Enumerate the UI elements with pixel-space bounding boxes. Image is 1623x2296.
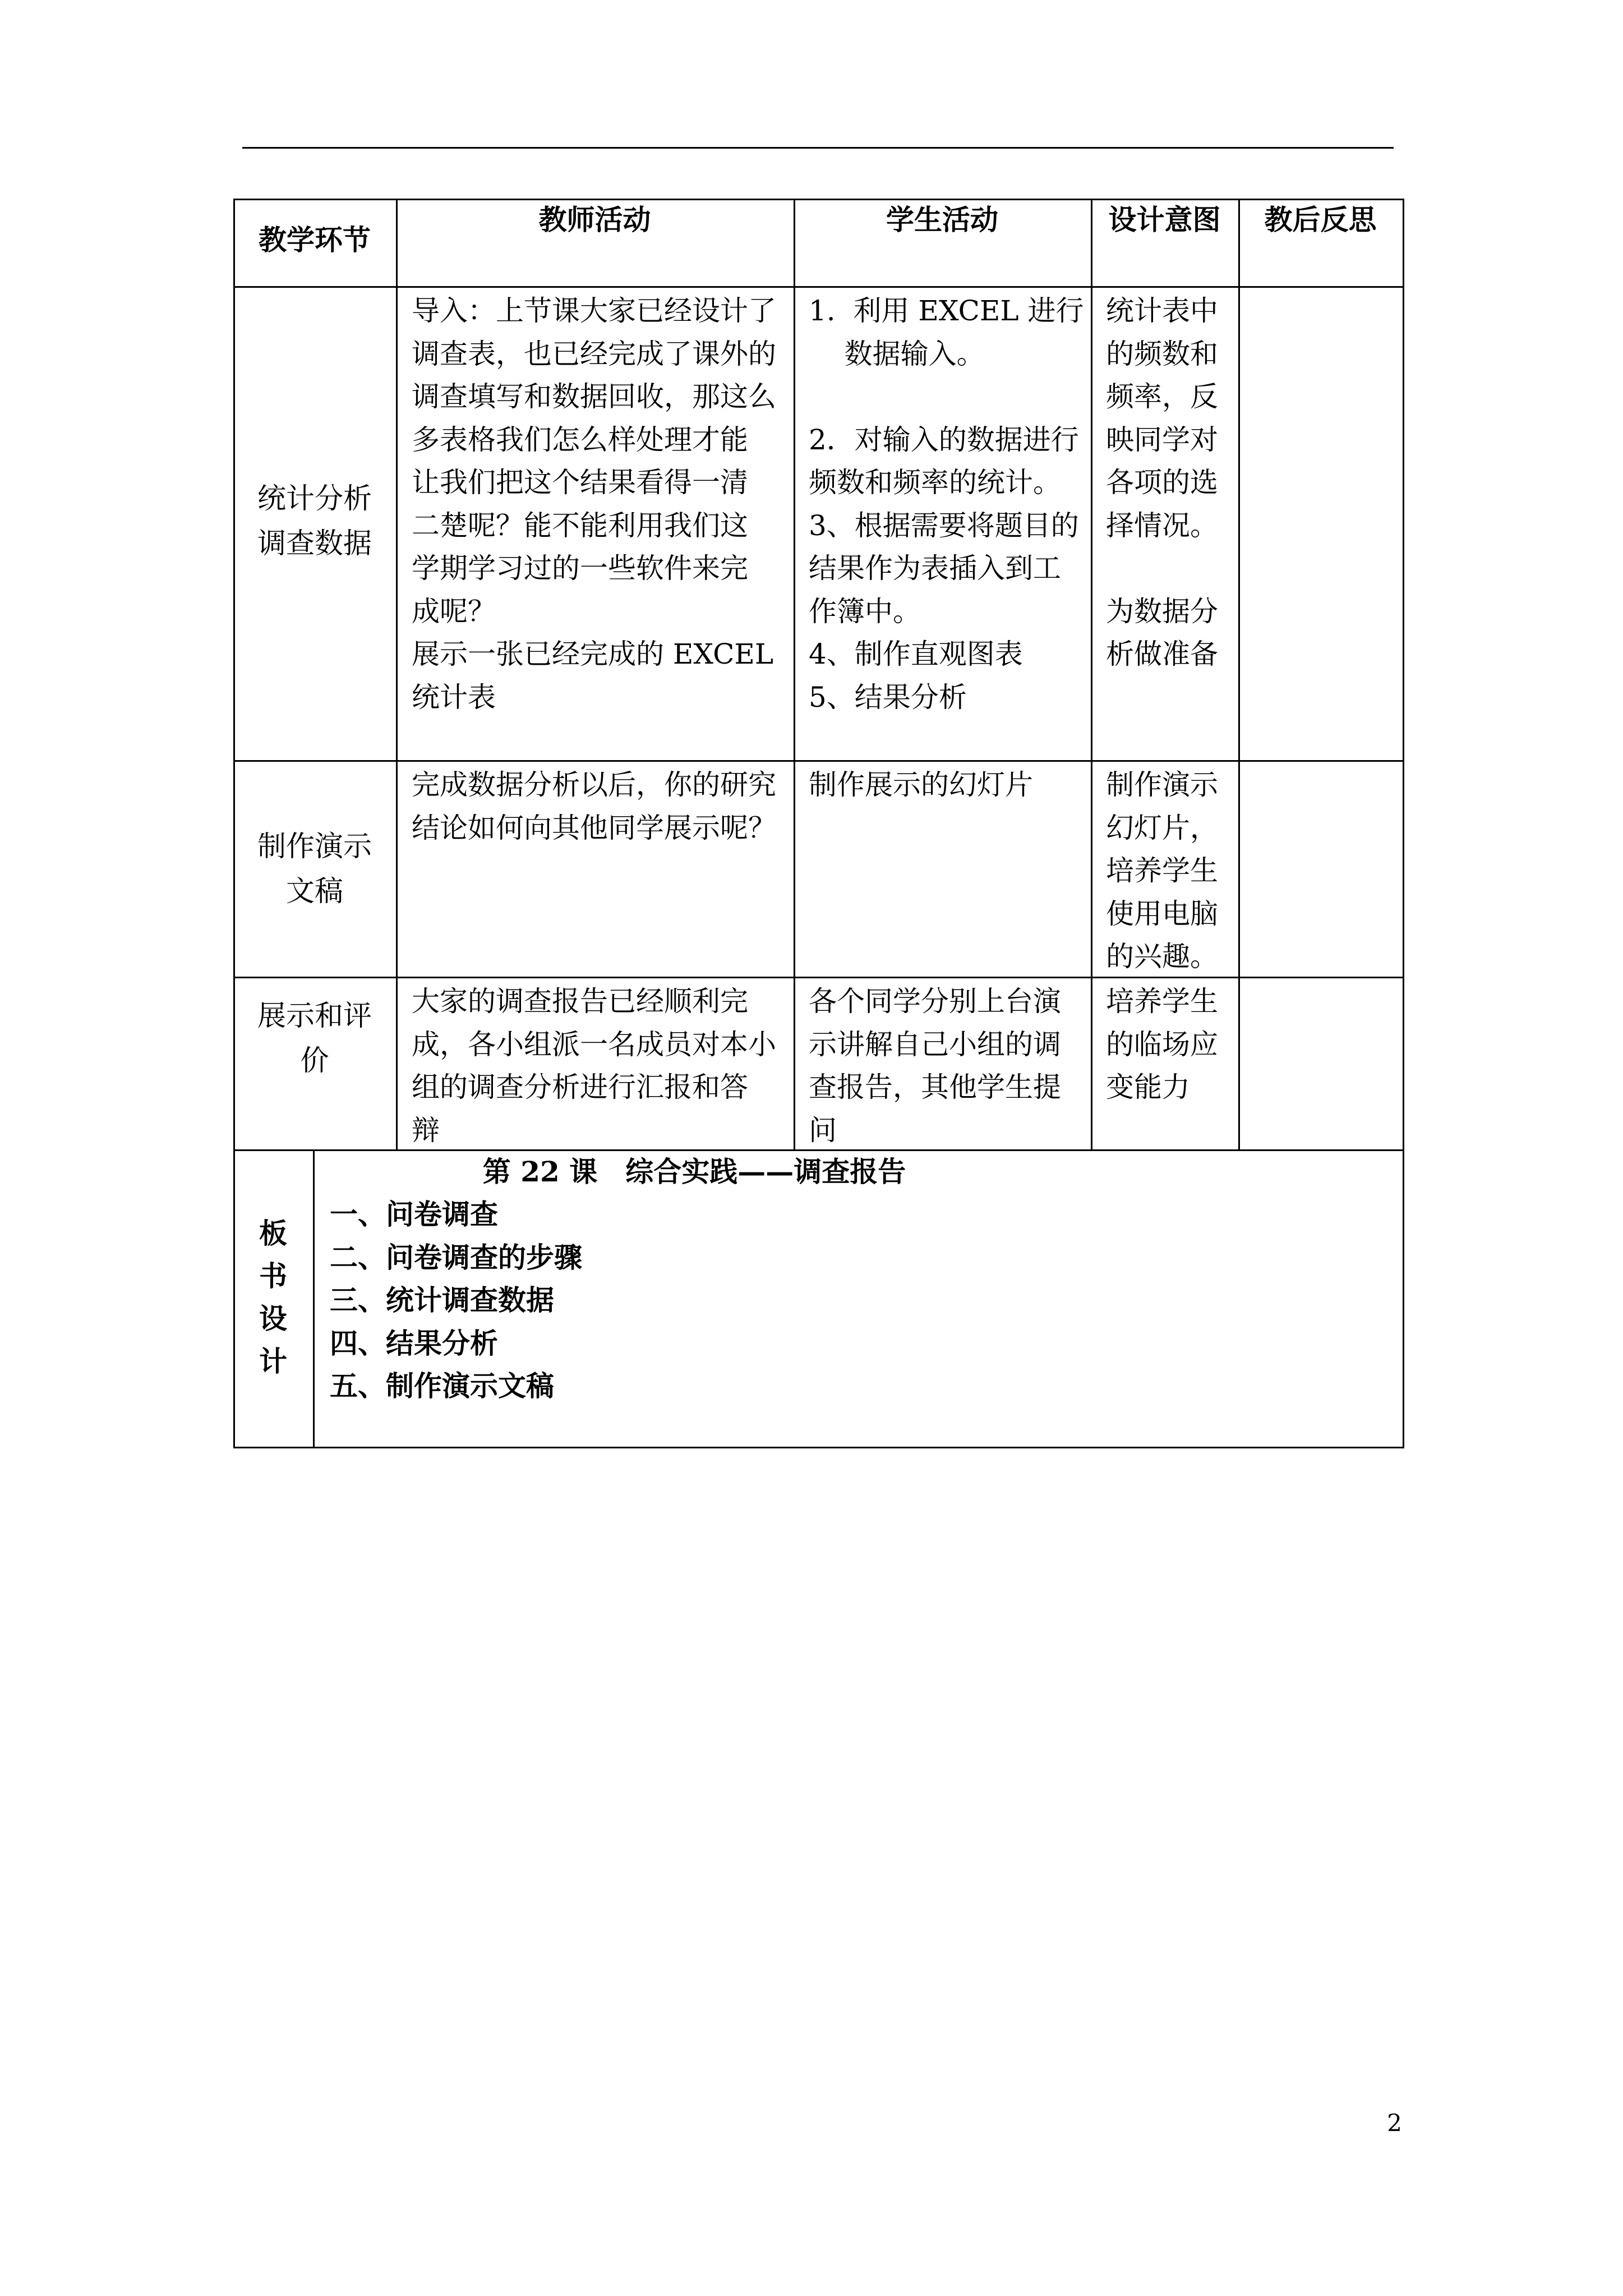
row-3-student-activity: 各个同学分别上台演 示讲解自己小组的调 查报告，其他学生提 问 — [809, 985, 1061, 1147]
header-design-intent: 设计意图 — [1108, 203, 1221, 236]
column-separator — [1091, 199, 1092, 1151]
row-1-stage: 统计分析 调查数据 — [257, 482, 372, 560]
header-reflection: 教后反思 — [1264, 203, 1377, 236]
row-separator — [233, 286, 1404, 288]
board-item: 三、统计调查数据 — [330, 1283, 554, 1317]
board-item: 二、问卷调查的步骤 — [330, 1241, 582, 1274]
board-item: 一、问卷调查 — [330, 1198, 498, 1231]
header-stage: 教学环节 — [259, 223, 371, 256]
row-1-student-activity: 1. 利用 EXCEL 进行 数据输入。 2．对输入的数据进行 频数和频率的统计。 3、根据需要将题目的 结果作为表插入到工 作簿中。 4、制作直观图表 5、结果分析 — [809, 295, 1084, 714]
table-border-right — [1403, 199, 1404, 1448]
row-2-teacher-activity: 完成数据分析以后，你的研究 结论如何向其他同学展示呢？ — [412, 769, 776, 844]
row-separator — [233, 760, 1404, 762]
page-number: 2 — [1387, 2109, 1402, 2137]
row-2-design-intent: 制作演示 幻灯片， 培养学生 使用电脑 的兴趣。 — [1106, 769, 1218, 973]
row-1-teacher-activity: 导入：上节课大家已经设计了 调查表，也已经完成了课外的 调查填写和数据回收，那这么 多表格我们怎么样处理才能 让我们把这个结果看得一清 二楚呢？能不能利用我们这 学期学习过的一些软件来完 成呢？ 展示一张已经完成的 EXCEL 统计表 — [412, 295, 776, 714]
board-column-separator — [313, 1149, 315, 1448]
board-item: 四、结果分析 — [330, 1327, 498, 1360]
column-separator — [396, 199, 398, 1151]
header-teacher-activity: 教师活动 — [538, 203, 651, 236]
header-student-activity: 学生活动 — [886, 203, 998, 236]
board-design-label: 板 书 设 计 — [259, 1217, 287, 1378]
row-2-stage: 制作演示 文稿 — [257, 830, 372, 908]
column-separator — [1238, 199, 1240, 1151]
row-2-student-activity: 制作展示的幻灯片 — [809, 769, 1033, 801]
lesson-plan-table — [233, 199, 1404, 1448]
row-3-design-intent: 培养学生 的临场应 变能力 — [1106, 985, 1218, 1103]
board-item: 五、制作演示文稿 — [330, 1369, 554, 1402]
table-border-bottom — [233, 1447, 1404, 1448]
row-3-teacher-activity: 大家的调查报告已经顺利完 成，各小组派一名成员对本小 组的调查分析进行汇报和答 辩 — [412, 985, 776, 1147]
row-3-stage: 展示和评 价 — [257, 1000, 372, 1078]
column-separator — [794, 199, 795, 1151]
row-1-design-intent: 统计表中 的频数和 频率，反 映同学对 各项的选 择情况。 为数据分 析做准备 — [1106, 295, 1218, 670]
board-title: 第 22 课 综合实践——调查报告 — [482, 1155, 906, 1188]
header-rule — [242, 147, 1394, 149]
